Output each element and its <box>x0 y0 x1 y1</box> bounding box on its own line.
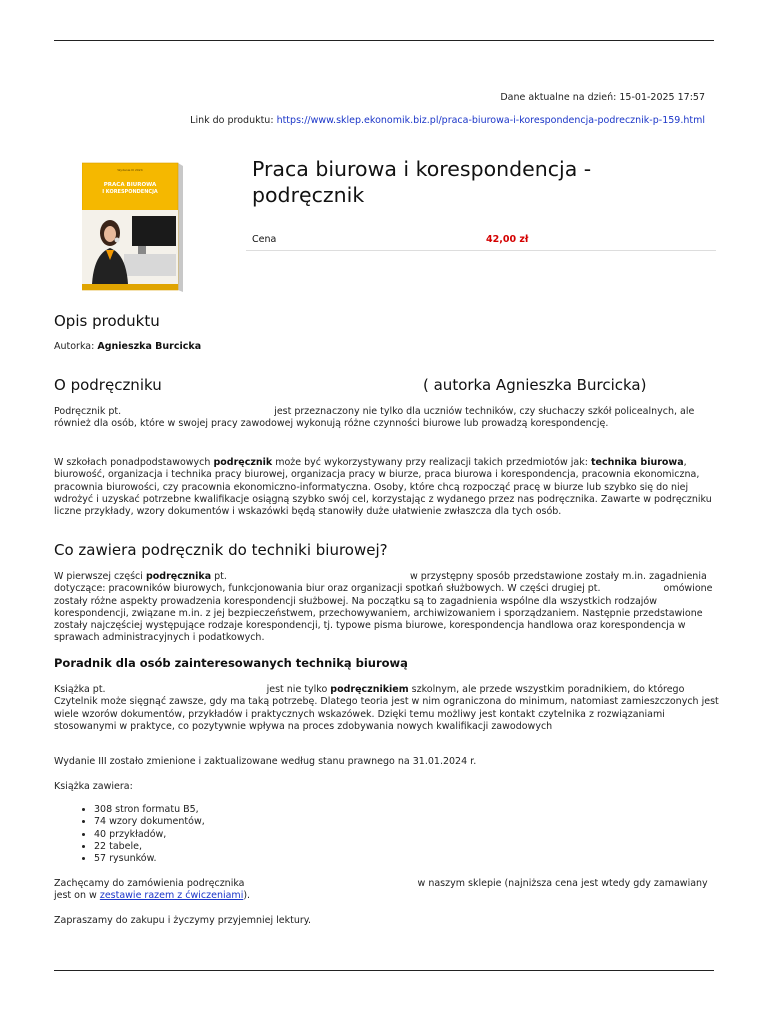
paragraph-schools <box>54 457 722 518</box>
product-link-label: Link do produktu: <box>190 115 277 126</box>
data-date: Dane aktualne na dzień: 15-01-2025 17:57 <box>500 92 705 103</box>
cover-top-text: Wydanie III 2024 <box>117 168 143 172</box>
paragraph-closing: Zapraszamy do zakupu i życzymy przyjemniej lektury. <box>54 915 312 926</box>
bundle-link[interactable]: zestawie razem z ćwiczeniami <box>99 890 244 902</box>
price-value: 42,00 zł <box>486 234 529 245</box>
list-item: • 57 rysunków. <box>94 853 205 865</box>
author-name: Agnieszka Burcicka <box>97 341 202 352</box>
svg-text:I KORESPONDENCJA: I KORESPONDENCJA <box>102 189 158 195</box>
intro-text: jest przeznaczony nie tylko dla uczniów techników, czy słuchaczy szkół policealnych, ale również dla osób, które w swojej pracy zawodowej wykonują różne czynności biurowe lub prowadzą korespondencję. <box>54 406 695 430</box>
list-item: • 308 stron formatu B5, <box>94 804 205 816</box>
product-title: Praca biurowa i korespondencja - podręcznik <box>252 157 592 207</box>
guide-heading: Poradnik dla osób zainteresowanych techniką biurową <box>54 656 408 670</box>
bottom-divider <box>54 970 714 971</box>
schools-bold-1: podręcznik <box>213 457 273 468</box>
list-item: • 40 przykładów, <box>94 829 205 841</box>
svg-text:PRACA BIUROWA: PRACA BIUROWA <box>103 182 157 188</box>
guide-text-1: Książka pt. <box>54 684 106 695</box>
schools-bold-2: technika biurowa <box>590 457 684 468</box>
contents-bold: podręcznika <box>145 571 212 582</box>
paragraph-contents <box>54 571 722 645</box>
contents-text-1: W pierwszej części <box>54 571 146 582</box>
contents-text-2: pt. <box>211 571 227 582</box>
paragraph-edition: Wydanie III zostało zmienione i zaktualizowane według stanu prawnego na 31.01.2024 r. <box>54 756 477 767</box>
paragraph-guide <box>54 684 722 733</box>
book-cover-image <box>82 160 184 292</box>
schools-text-3: , biurowość, organizacja i technika pracy biurowej, organizacja pracy w biurze, praca biurowa i korespondencja, pracownia ekonomiczna, pracownia biurowości, czy pracownia ekonomiczno-informatyczna. Osoby, które chcą rozpocząć pracę w biurze lub szybko się do niej wdrożyć i uzyskać potrzebne kwalifikacje osiągną szybko swój cel, korzystając z wydanego przez nas podręcznika. Zawarte w podręczniku liczne przykłady, wzory dokumentów i wskazówki będą stanowiły duże ułatwienie zwłaszcza dla tych osób. <box>54 457 712 518</box>
author-label: Autorka: <box>54 341 98 352</box>
order-text-1: Zachęcamy do zamówienia podręcznika <box>54 878 245 889</box>
paragraph-intro <box>54 406 722 431</box>
schools-text-2: może być wykorzystywany przy realizacji takich przedmiotów jak: <box>272 457 591 468</box>
guide-text-2: jest nie tylko <box>266 684 331 695</box>
features-list <box>54 804 205 865</box>
intro-lead: Podręcznik pt. <box>54 406 122 417</box>
price-row <box>246 226 716 251</box>
contents-heading: Co zawiera podręcznik do techniki biurowej? <box>54 541 388 559</box>
order-text-2: w naszym sklepie (najniższa cena jest wtedy gdy zamawiany jest on w <box>54 878 708 902</box>
product-link[interactable]: https://www.sklep.ekonomik.biz.pl/praca-biurowa-i-korespondencja-podrecznik-p-159.html <box>276 115 705 126</box>
schools-text-1: W szkołach ponadpodstawowych <box>54 457 214 468</box>
list-item: • 74 wzory dokumentów, <box>94 816 205 828</box>
paragraph-contains: Książka zawiera: <box>54 781 133 792</box>
order-text-3: ). <box>243 890 251 902</box>
top-divider <box>54 40 714 41</box>
paragraph-order <box>54 878 722 903</box>
product-link-line <box>190 115 705 126</box>
guide-bold: podręcznikiem <box>330 684 409 695</box>
contents-text-3: w przystępny sposób przedstawione zostały m.in. zagadnienia dotyczące: pracowników biurowych, funkcjonowania biur oraz organizacji spotkań służbowych. W części drugiej pt. <box>54 571 707 595</box>
contents-text-4: omówione zostały różne aspekty prowadzenia korespondencji służbowej. Na początku są to zagadnienia wspólne dla wszystkich rodzajów korespondencji, związane m.in. z jej bezpieczeństwem, przechowywaniem, archiwizowaniem i sporządzaniem. Następnie przedstawione zostały najczęściej występujące rodzaje korespondencji, tj. typowe pisma biurowe, korespondencja handlowa oraz korespondencja w sprawach administracyjnych i podatkowych. <box>54 583 713 644</box>
about-heading: O podręczniku <box>54 376 162 394</box>
about-author: ( autorka Agnieszka Burcicka) <box>423 376 647 394</box>
list-item: • 22 tabele, <box>94 841 205 853</box>
author-line <box>54 341 722 353</box>
guide-text-3: szkolnym, ale przede wszystkim poradnikiem, do którego Czytelnik może sięgnąć zawsze, gdy ma taką potrzebę. Dlatego teoria jest w nim ograniczona do minimum, natomiast zamieszczonych jest wiele wzorów dokumentów, przykładów i praktycznych wskazówek. Dzięki temu możliwy jest kontakt czytelnika z rozwiązaniami stosowanymi w praktyce, co pozytywnie wpływa na proces zdobywania nowych kwalifikacji zawodowych <box>54 684 719 732</box>
description-heading: Opis produktu <box>54 312 160 330</box>
price-label: Cena <box>252 234 277 245</box>
